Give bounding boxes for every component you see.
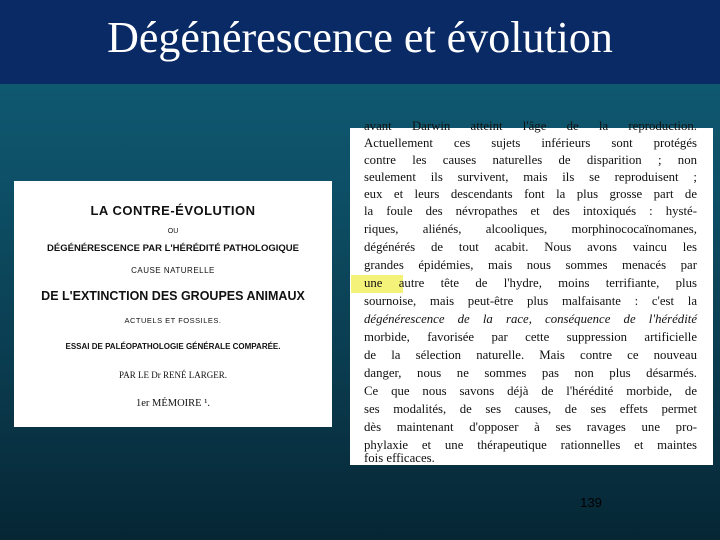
scan-text-line: dégénérés de tout acabit. Nous avons vaincu les [364, 240, 697, 254]
scan-text-line: contre les causes naturelles de disparition ; non [364, 153, 697, 167]
scan-text-line: fois efficaces. [364, 451, 435, 465]
book-essay-line: ESSAI DE PALÉOPATHOLOGIE GÉNÉRALE COMPARÉE. [65, 342, 281, 351]
book-author-line: PAR LE Dr RENÉ LARGER. [119, 370, 227, 380]
scan-text-line: morbide, favorisée par cette suppression artificielle [364, 330, 697, 344]
scan-text-line: une autre tête de l'hydre, moins terrifiante, plus [364, 276, 697, 290]
scan-text-line: grandes épidémies, mais nous sommes menacés par [364, 258, 697, 272]
right-document-scan [350, 119, 713, 465]
book-subtitle-line: DÉGÉNÉRESCENCE PAR L'HÉRÉDITÉ PATHOLOGIQUE [47, 243, 299, 254]
scan-text-line: phylaxie et une thérapeutique rationnelles et maintes [364, 438, 697, 452]
scan-text-line: sournoise, mais peut-être plus malfaisante : c'est la [364, 294, 697, 308]
scan-text-line: seulement ils survivent, mais ils se reproduisent ; [364, 170, 697, 184]
book-fossils-line: ACTUELS ET FOSSILES. [124, 316, 222, 325]
scan-text-line: Ce que nous savons déjà de l'hérédité morbide, de [364, 384, 697, 398]
book-title-or: OU [167, 228, 179, 235]
scan-text-line: riques, aliénés, alcooliques, morphinococaïnomanes, [364, 222, 697, 236]
scan-text-line: ses modalités, de ses causes, de ses effets permet [364, 402, 697, 416]
book-title-line: LA CONTRE-ÉVOLUTION [90, 203, 256, 218]
scan-text-line: danger, nous ne sommes pas non plus désarmés. [364, 366, 697, 380]
book-memoir-line: 1er MÉMOIRE ¹. [135, 398, 210, 409]
slide-title: Dégénérescence et évolution [107, 13, 613, 62]
scan-text-line: la foule des névropathes et des intoxiqués : hysté- [364, 204, 697, 218]
scan-text-line: de la sélection naturelle. Mais contre ce nouveau [364, 348, 697, 362]
left-document-scan [14, 181, 332, 427]
scan-text-line: dès maintenant d'opposer à ses ravages une pro- [364, 420, 697, 434]
book-cause-line: CAUSE NATURELLE [131, 266, 215, 275]
scan-text-cut-line: avant Darwin atteint l'âge de la reproduction. [364, 119, 697, 133]
scan-text-line: eux et leurs descendants font la plus grosse part de [364, 187, 697, 201]
scan-text-line: Actuellement ces sujets inférieurs sont protégés [364, 136, 697, 150]
book-extinction-line: DE L'EXTINCTION DES GROUPES ANIMAUX [41, 289, 305, 303]
scan-text-line: dégénérescence de la race, conséquence de l'hérédité [364, 312, 697, 326]
page-number: 139 [580, 495, 602, 510]
